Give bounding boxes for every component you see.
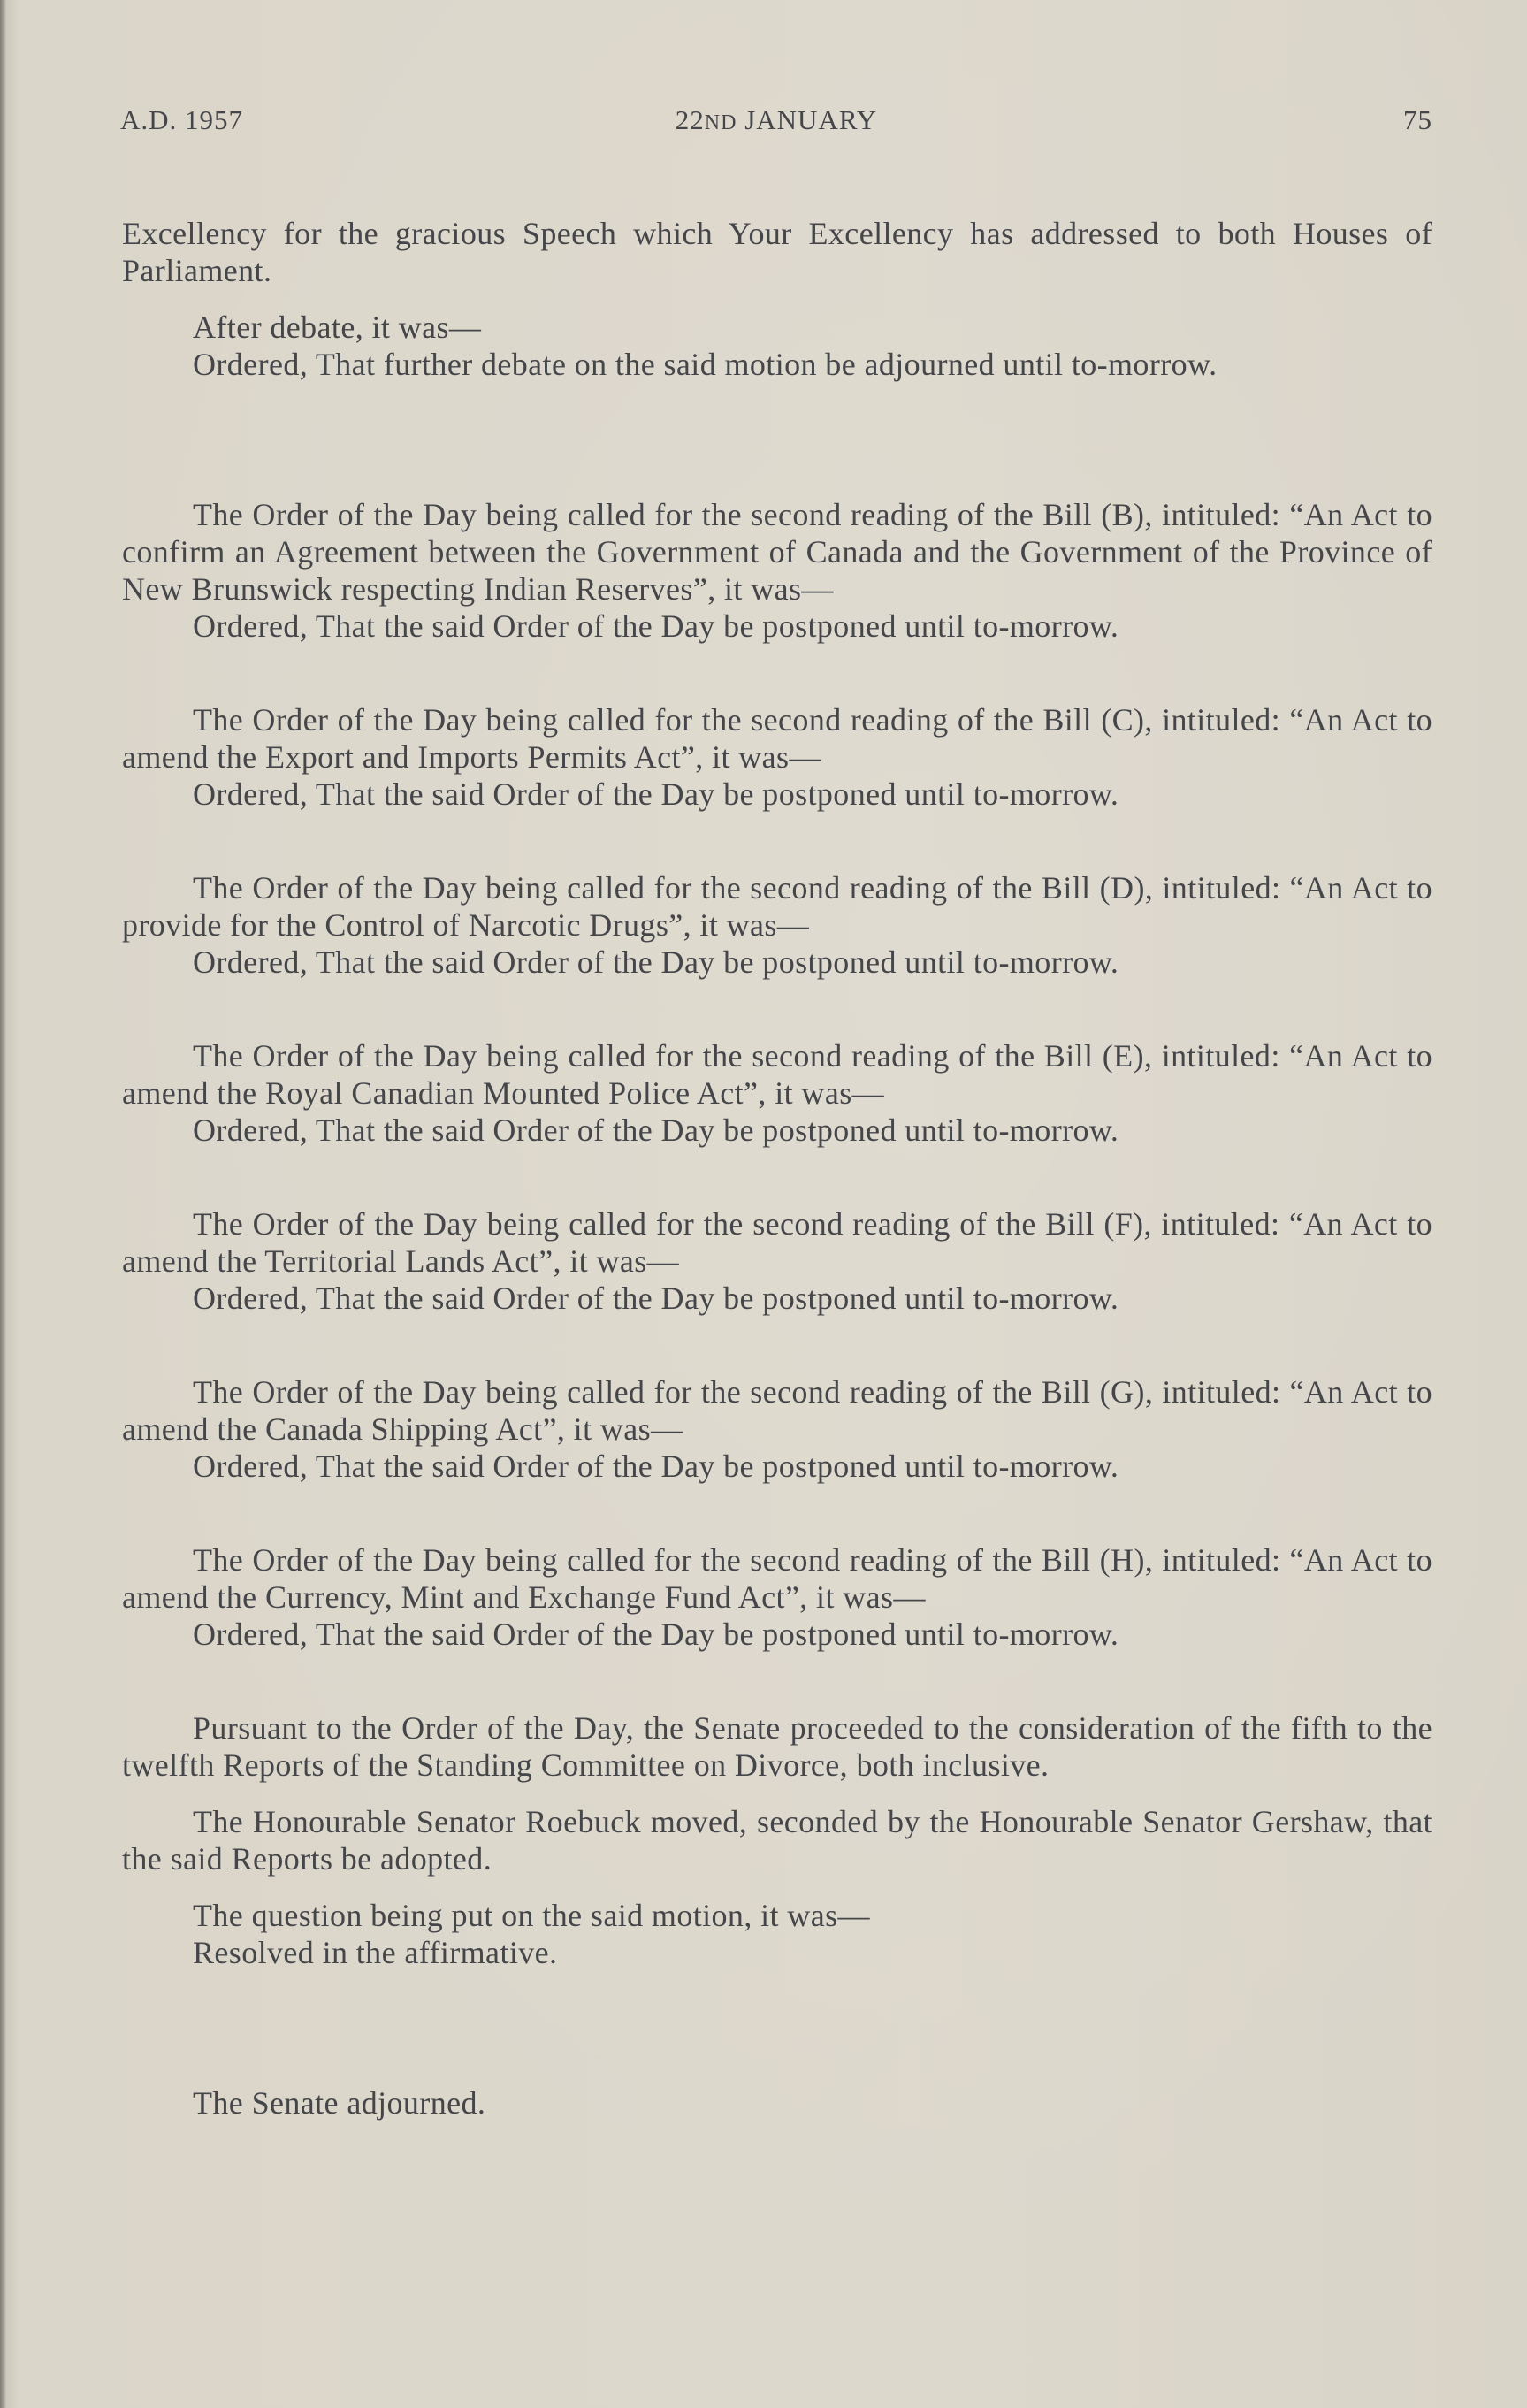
paragraph-bill-d: The Order of the Day being called for the second reading of the Bill (D), intituled: “An Act to provide for the Control of Narcotic Drugs”, it was— <box>122 870 1432 943</box>
header-date-day: 22 <box>675 104 705 135</box>
paragraph-ordered-postpone-c: Ordered, That the said Order of the Day be postponed until to-morrow. <box>193 776 1119 812</box>
paragraph-after-debate: After debate, it was— <box>193 310 482 345</box>
paragraph-ordered-postpone-b: Ordered, That the said Order of the Day be postponed until to-morrow. <box>193 608 1119 644</box>
binding-edge <box>0 0 5 2408</box>
header-date <box>120 104 1432 136</box>
paragraph-bill-g: The Order of the Day being called for the second reading of the Bill (G), intituled: “An Act to amend the Canada Shipping Act”, it was— <box>122 1374 1432 1447</box>
header-year: A.D. 1957 <box>120 104 244 135</box>
paragraph-speech-continuation: Excellency for the gracious Speech which Your Excellency has addressed to both Houses of Parliament. <box>122 216 1432 288</box>
paragraph-ordered-adjourn: Ordered, That further debate on the said motion be adjourned until to-morrow. <box>193 347 1218 382</box>
paragraph-ordered-postpone-e: Ordered, That the said Order of the Day be postponed until to-morrow. <box>193 1112 1119 1148</box>
paragraph-divorce-reports: Pursuant to the Order of the Day, the Senate proceeded to the consideration of the fifth to the twelfth Reports of the Standing Committee on Divorce, both inclusive. <box>122 1710 1432 1783</box>
paragraph-senate-adjourned: The Senate adjourned. <box>193 2085 486 2121</box>
journal-body <box>122 215 1432 2121</box>
paragraph-bill-h: The Order of the Day being called for the second reading of the Bill (H), intituled: “An Act to amend the Currency, Mint and Exchange Fund Act”, it was— <box>122 1542 1432 1615</box>
paragraph-ordered-postpone-f: Ordered, That the said Order of the Day be postponed until to-morrow. <box>193 1280 1119 1316</box>
paragraph-ordered-postpone-h: Ordered, That the said Order of the Day be postponed until to-morrow. <box>193 1617 1119 1652</box>
paragraph-bill-c: The Order of the Day being called for the second reading of the Bill (C), intituled: “An Act to amend the Export and Imports Permits Act”, it was— <box>122 702 1432 775</box>
paragraph-question-put: The question being put on the said motion, it was— <box>193 1898 870 1933</box>
header-date-month: JANUARY <box>744 104 878 135</box>
running-head <box>120 104 1432 143</box>
paragraph-bill-b: The Order of the Day being called for the second reading of the Bill (B), intituled: “An Act to confirm an Agreement between the Government of Canada and the Government of the Province of New Brunswick respecting Indian Reserves”, it was— <box>122 497 1432 607</box>
paragraph-ordered-postpone-d: Ordered, That the said Order of the Day be postponed until to-morrow. <box>193 944 1119 980</box>
paragraph-resolved: Resolved in the affirmative. <box>193 1935 558 1970</box>
header-date-suffix: ND <box>704 111 737 134</box>
paragraph-ordered-postpone-g: Ordered, That the said Order of the Day be postponed until to-morrow. <box>193 1449 1119 1484</box>
paragraph-bill-e: The Order of the Day being called for the second reading of the Bill (E), intituled: “An Act to amend the Royal Canadian Mounted Police Act”, it was— <box>122 1038 1432 1111</box>
paragraph-bill-f: The Order of the Day being called for the second reading of the Bill (F), intituled: “An Act to amend the Territorial Lands Act”, it was— <box>122 1206 1432 1279</box>
page-number: 75 <box>1403 104 1432 135</box>
paragraph-motion-roebuck: The Honourable Senator Roebuck moved, seconded by the Honourable Senator Gershaw, that the said Reports be adopted. <box>122 1804 1432 1877</box>
